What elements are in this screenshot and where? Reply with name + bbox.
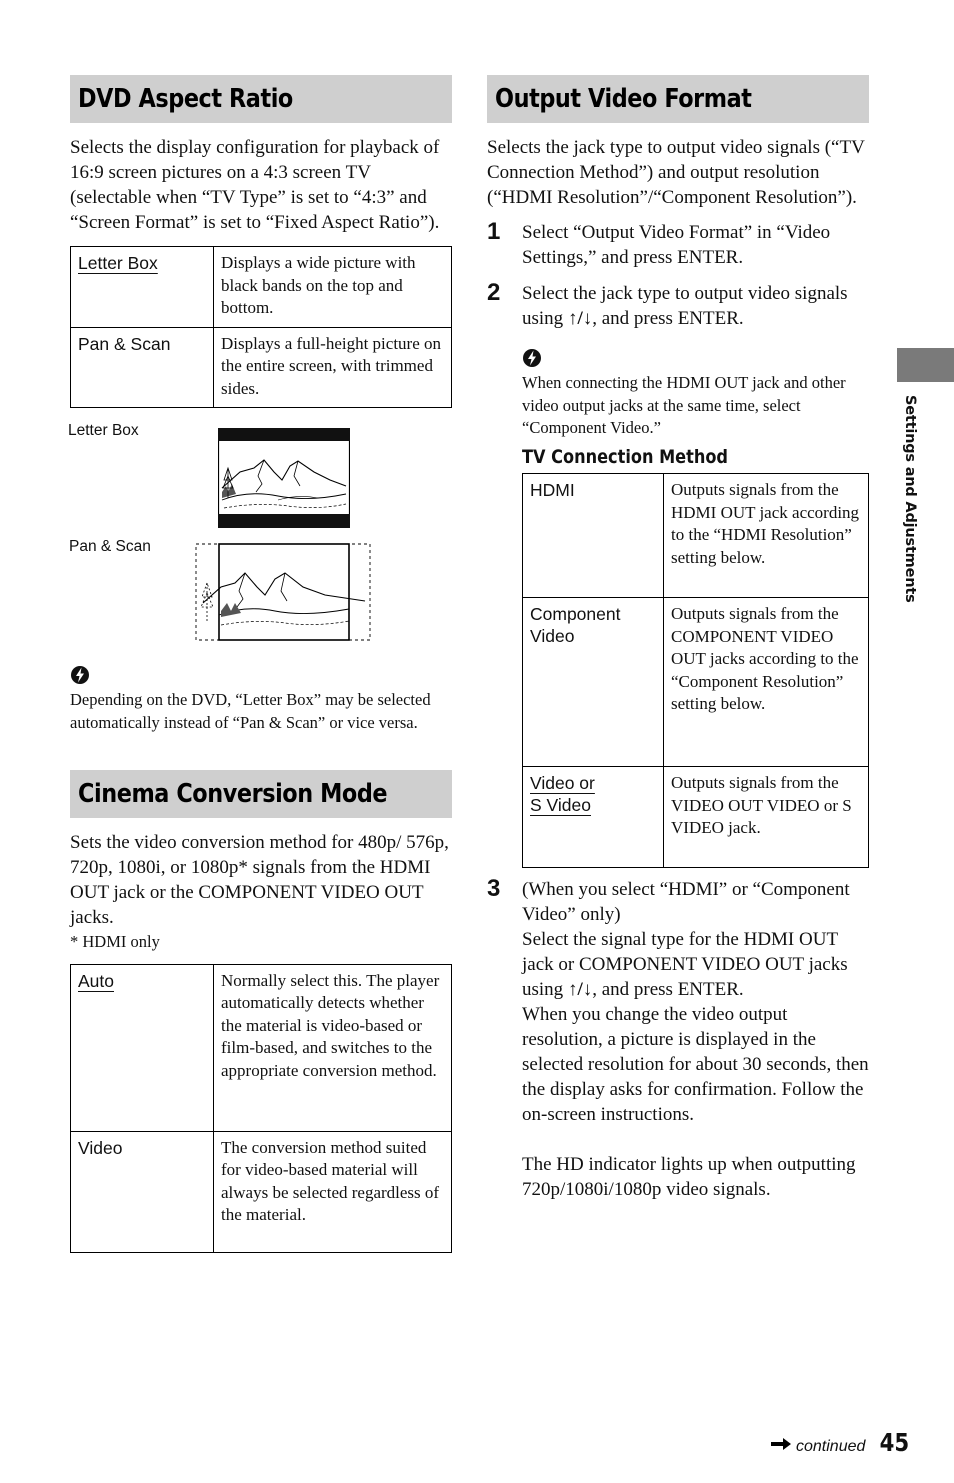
aspect-figures bbox=[70, 408, 452, 663]
dvd-aspect-ratio-header bbox=[70, 75, 452, 123]
option-desc: Outputs signals from the HDMI OUT jack according to the “HDMI Resolution” setting below. bbox=[664, 474, 869, 598]
option-desc: Displays a full-height picture on the entire screen, with trimmed sides. bbox=[214, 327, 452, 408]
up-down-arrow-icon: ↑/↓ bbox=[567, 308, 593, 329]
tv-connection-subhead bbox=[522, 446, 764, 468]
fig-letterbox-label: Letter Box bbox=[68, 422, 139, 439]
option-hdmi: HDMI bbox=[523, 474, 664, 598]
dvd-aspect-intro: Selects the display configuration for playback of 16:9 screen pictures on a 4:3 screen TV (selectable when “TV Type” is set to “4:3” and “Screen Format” is set to “Fixed Aspect Ratio”). bbox=[70, 137, 440, 233]
option-letter-box: Letter Box bbox=[78, 253, 158, 273]
step-text: (When you select “HDMI” or “Component Video” only) Select the signal type for the HDMI OUT jack or COMPONENT VIDEO OUT jacks using ↑/↓, and press ENTER. When you change the video output resolution, a picture is displayed in the selected resolution for about 30 seconds, then the display asks for confirmation. Follow the on-screen instructions. The HD indicator lights up when outputting 720p/1080i/1080p video signals. bbox=[522, 879, 869, 1200]
page-footer bbox=[770, 1428, 912, 1457]
output-video-steps bbox=[487, 210, 869, 1360]
page-number: 45 bbox=[880, 1428, 910, 1457]
table-row bbox=[71, 247, 452, 328]
cinema-footnote: * HDMI only bbox=[70, 932, 160, 951]
step-number: 2 bbox=[487, 279, 501, 306]
tip-icon bbox=[522, 348, 542, 368]
option-component-video: Component Video bbox=[523, 598, 664, 767]
tv-connection-table bbox=[522, 473, 869, 868]
output-video-intro: Selects the jack type to output video signals (“TV Connection Method”) and output resolution (“HDMI Resolution”/“Component Resolution”). bbox=[487, 137, 865, 208]
continued-label: continued bbox=[796, 1438, 866, 1455]
panscan-illustration bbox=[195, 543, 371, 643]
dvd-aspect-tip-text: Depending on the DVD, “Letter Box” may be selected automatically instead of “Pan & Scan” or vice versa. bbox=[70, 690, 431, 732]
table-row bbox=[71, 327, 452, 408]
option-video-or-s-video: Video or S Video bbox=[523, 767, 664, 868]
side-section-label: Settings and Adjustments bbox=[902, 395, 918, 603]
cinema-conversion-header bbox=[70, 770, 452, 818]
dvd-aspect-options-table bbox=[70, 246, 452, 408]
option-auto: Auto bbox=[78, 970, 114, 991]
step-3 bbox=[487, 877, 869, 1202]
left-column bbox=[70, 75, 452, 1253]
tip-icon bbox=[70, 665, 90, 685]
arrow-right-icon bbox=[770, 1437, 792, 1451]
step-number: 1 bbox=[487, 218, 501, 245]
table-row bbox=[523, 767, 869, 868]
option-desc: Outputs signals from the VIDEO OUT VIDEO or S VIDEO jack. bbox=[664, 767, 869, 868]
step-text: Select “Output Video Format” in “Video Settings,” and press ENTER. bbox=[522, 222, 831, 268]
option-desc: Displays a wide picture with black bands on the top and bottom. bbox=[214, 247, 452, 328]
option-desc: Normally select this. The player automatically detects whether the material is video-based or film-based, and switches to the appropriate conversion method. bbox=[214, 964, 452, 1131]
table-row bbox=[71, 1131, 452, 1252]
output-video-tip bbox=[522, 348, 869, 440]
step-number: 3 bbox=[487, 875, 501, 902]
table-row bbox=[523, 598, 869, 767]
cinema-intro: Sets the video conversion method for 480p/ 576p, 720p, 1080i, or 1080p* signals from the HDMI OUT jack or the COMPONENT VIDEO OUT jacks. bbox=[70, 832, 449, 928]
section-tab-marker bbox=[897, 348, 954, 382]
step-1 bbox=[487, 220, 869, 270]
tv-connection-method-title: TV Connection Method bbox=[522, 446, 728, 468]
output-video-tip-text: When connecting the HDMI OUT jack and other video output jacks at the same time, select “Component Video.” bbox=[522, 373, 846, 437]
option-video: Video bbox=[71, 1131, 214, 1252]
dvd-aspect-ratio-title: DVD Aspect Ratio bbox=[78, 84, 293, 114]
table-row bbox=[523, 474, 869, 598]
step-2 bbox=[487, 281, 869, 331]
output-video-format-header bbox=[487, 75, 869, 123]
up-down-arrow-icon: ↑/↓ bbox=[567, 979, 593, 1000]
cinema-conversion-title: Cinema Conversion Mode bbox=[78, 779, 388, 809]
option-desc: Outputs signals from the COMPONENT VIDEO OUT jacks according to the “Component Resolution” setting below. bbox=[664, 598, 869, 767]
step-text: Select the jack type to output video signals using ↑/↓, and press ENTER. bbox=[522, 283, 848, 329]
cinema-options-table bbox=[70, 964, 452, 1253]
option-desc: The conversion method suited for video-based material will always be selected regardless of the material. bbox=[214, 1131, 452, 1252]
right-column bbox=[487, 75, 869, 1360]
dvd-aspect-tip bbox=[70, 665, 452, 734]
option-pan-scan: Pan & Scan bbox=[71, 327, 214, 408]
table-row bbox=[71, 964, 452, 1131]
output-video-format-title: Output Video Format bbox=[495, 84, 752, 114]
letterbox-illustration bbox=[218, 428, 350, 528]
fig-panscan-label: Pan & Scan bbox=[69, 538, 151, 555]
